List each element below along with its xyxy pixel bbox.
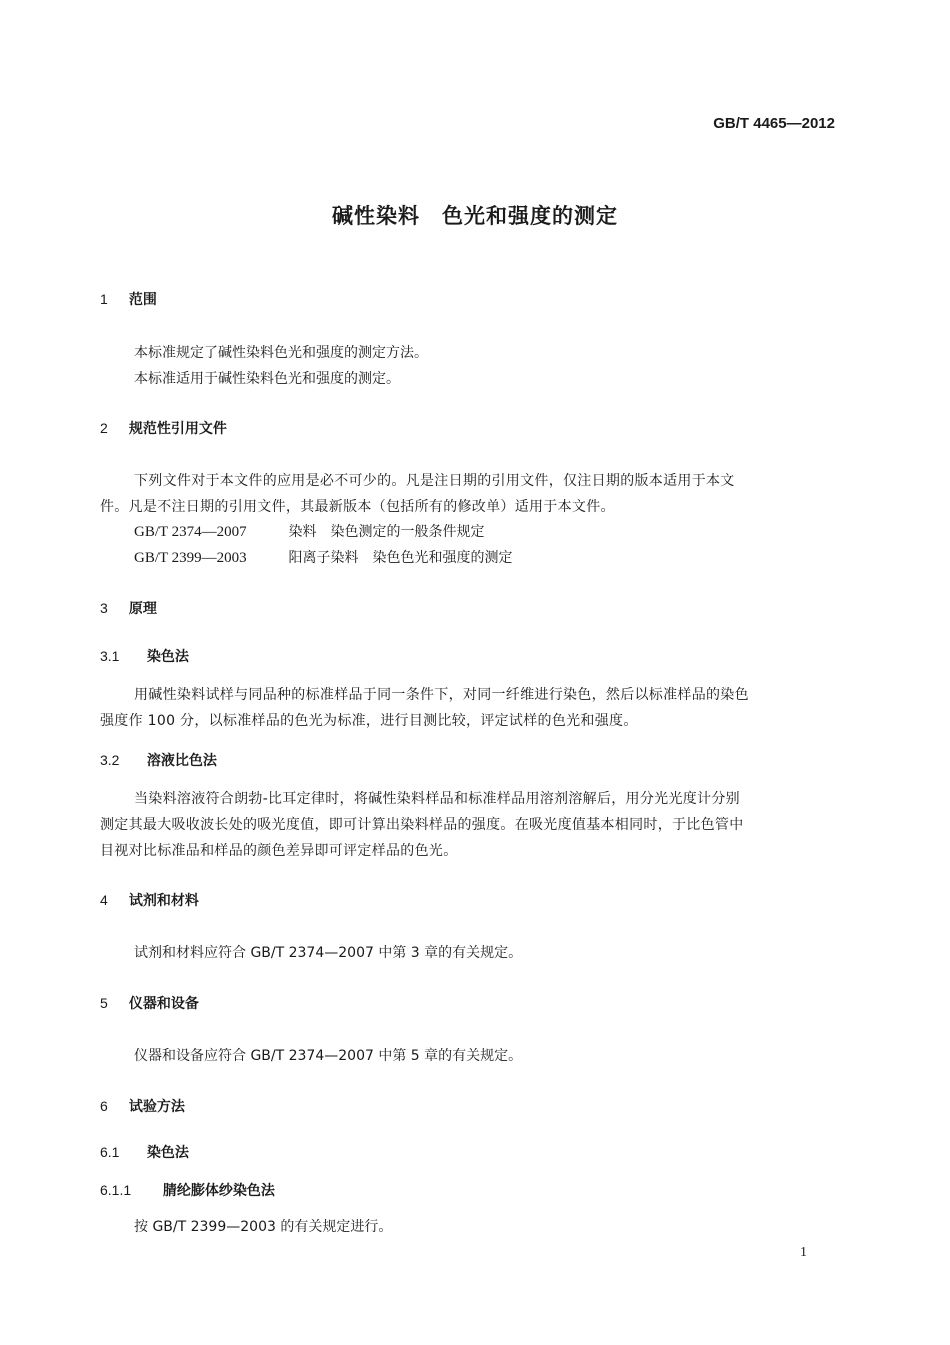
section-3-2-line-3: 目视对比标准品和样品的颜色差异即可评定样品的色光。 [100,843,458,859]
section-number: 3.2 [100,752,120,768]
section-1-paragraph-1: 本标准规定了碱性染料色光和强度的测定方法。 [134,345,428,361]
section-4-heading [100,890,199,910]
section-2-paragraph-line-1: 下列文件对于本文件的应用是必不可少的。凡是注日期的引用文件，仅注日期的版本适用于本文 [134,473,735,489]
section-title: 腈纶膨体纱染色法 [162,1183,275,1199]
section-4-paragraph: 试剂和材料应符合 GB/T 2374—2007 中第 3 章的有关规定。 [134,945,523,961]
section-6-1-heading [100,1142,189,1162]
section-number: 3 [100,600,108,616]
section-title: 试剂和材料 [128,893,199,909]
section-title: 试验方法 [128,1099,185,1115]
section-1-heading [100,289,157,309]
section-number: 6 [100,1098,108,1114]
section-3-2-heading [100,750,217,770]
standard-number: GB/T 4465—2012 [713,115,835,132]
section-number: 2 [100,420,108,436]
section-title: 规范性引用文件 [128,421,227,437]
section-number: 6.1.1 [100,1182,132,1198]
section-title: 原理 [128,601,157,617]
section-title: 溶液比色法 [146,753,217,769]
section-6-1-1-paragraph: 按 GB/T 2399—2003 的有关规定进行。 [134,1219,393,1235]
section-6-1-1-heading [100,1180,275,1200]
reference-title: 阳离子染料 染色色光和强度的测定 [288,550,513,566]
section-3-2-line-2: 测定其最大吸收波长处的吸光度值，即可计算出染料样品的强度。在吸光度值基本相同时，于比色管中 [100,817,744,833]
reference-title: 染料 染色测定的一般条件规定 [288,524,485,540]
reference-code: GB/T 2374—2007 [134,524,247,540]
section-2-paragraph-line-2: 件。凡是不注日期的引用文件，其最新版本（包括所有的修改单）适用于本文件。 [100,499,615,515]
section-title: 仪器和设备 [128,996,199,1012]
section-number: 1 [100,291,108,307]
section-title: 范围 [128,292,157,308]
section-3-2-line-1: 当染料溶液符合朗勃-比耳定律时，将碱性染料样品和标准样品用溶剂溶解后，用分光光度计分别 [134,791,740,807]
page-number: 1 [800,1245,807,1260]
section-3-heading [100,598,157,618]
section-number: 6.1 [100,1144,120,1160]
section-2-heading [100,418,227,438]
section-1-paragraph-2: 本标准适用于碱性染料色光和强度的测定。 [134,371,400,387]
document-title: 碱性染料 色光和强度的测定 [332,204,618,228]
section-number: 4 [100,892,108,908]
section-3-1-line-1: 用碱性染料试样与同品种的标准样品于同一条件下，对同一纤维进行染色，然后以标准样品的染色 [134,687,749,703]
normative-reference [134,521,484,541]
normative-reference [134,547,512,567]
section-number: 5 [100,995,108,1011]
section-title: 染色法 [146,649,189,665]
section-5-paragraph: 仪器和设备应符合 GB/T 2374—2007 中第 5 章的有关规定。 [134,1048,523,1064]
section-5-heading [100,993,199,1013]
section-3-1-heading [100,646,189,666]
section-6-heading [100,1096,185,1116]
section-number: 3.1 [100,648,120,664]
section-title: 染色法 [146,1145,189,1161]
reference-code: GB/T 2399—2003 [134,550,247,566]
section-3-1-line-2: 强度作 100 分，以标准样品的色光为标准，进行目测比较，评定试样的色光和强度。 [100,713,638,729]
